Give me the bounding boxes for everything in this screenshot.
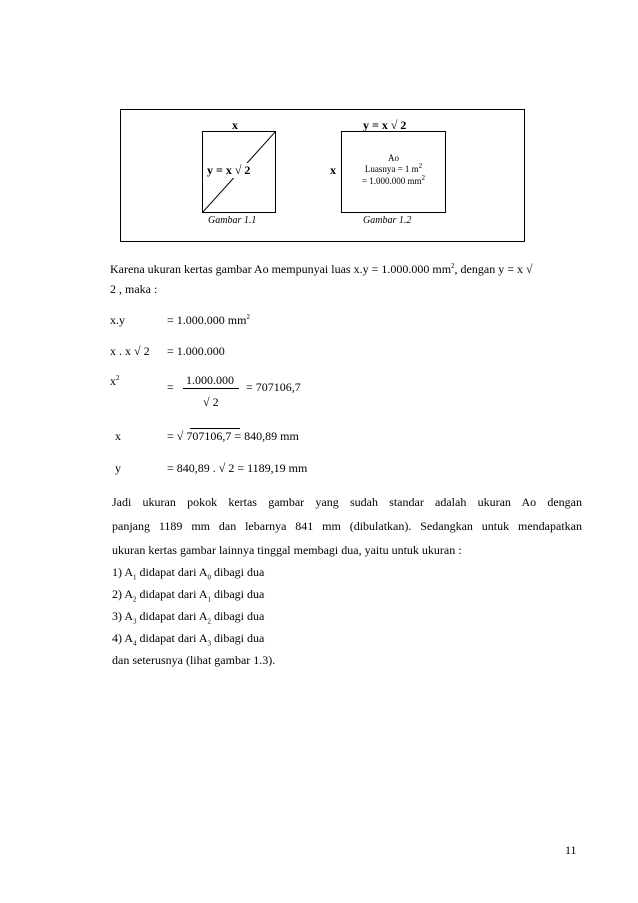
- fig1-caption: Gambar 1.1: [208, 215, 257, 226]
- paragraph-line-1: Jadi ukuran pokok kertas gambar yang sudah standar adalah ukuran Ao dengan: [112, 495, 582, 509]
- fig2-side-label: x: [330, 163, 336, 177]
- list-item: 4) $A_4$ didapat dari $A_3$ dibagi dua: [112, 631, 265, 648]
- eq5-lhs: y: [115, 461, 121, 475]
- figure-frame: [120, 109, 525, 242]
- intro-line-1: Karena ukuran kertas gambar Ao mempunyai luas x.y = 1.000.000 $mm^2$, dengan y = x √: [110, 262, 533, 276]
- closing-line: dan seterusnya (lihat gambar 1.3).: [112, 653, 276, 667]
- eq2-lhs: x . x √ 2: [110, 344, 150, 358]
- eq4-lhs: x: [115, 429, 121, 443]
- eq3-lhs: $x^2$: [110, 374, 120, 388]
- fig2-value: = 1.000.000 $mm^2$: [361, 174, 426, 186]
- list-item: 3) $A_3$ didapat dari $A_2$ dibagi dua: [112, 609, 265, 626]
- list-item: 2) $A_2$ didapat dari $A_1$ dibagi dua: [112, 587, 265, 604]
- eq5-rhs: = 840,89 . √ 2 = 1189,19 mm: [167, 461, 308, 475]
- fig2-caption: Gambar 1.2: [363, 215, 412, 226]
- list-item: 1) $A_1$ didapat dari $A_0$ dibagi dua: [112, 565, 265, 582]
- fig2-area: Luasnya = 1 $m^2$: [364, 162, 423, 174]
- eq4-rhs: = √ 707106,7 = 840,89 mm: [167, 429, 299, 443]
- paragraph-line-2: panjang 1189 mm dan lebarnya 841 mm (dibulatkan). Sedangkan untuk mendapatkan: [112, 519, 582, 533]
- intro-line-2: 2 , maka :: [110, 282, 158, 296]
- eq2-rhs: = 1.000.000: [167, 344, 225, 358]
- eq3-fraction-bar: [183, 388, 239, 389]
- paragraph-line-3: ukuran kertas gambar lainnya tinggal membagi dua, yaitu untuk ukuran :: [112, 543, 462, 557]
- eq3-equals: =: [167, 380, 174, 394]
- fig2-top-label: y = x √ 2: [363, 118, 407, 132]
- eq3-rhs: = 707106,7: [246, 380, 301, 394]
- eq3-denominator: √ 2: [203, 395, 219, 409]
- page-number: 11: [565, 843, 577, 857]
- fig1-top-label: x: [232, 118, 238, 132]
- eq4-radical-bar: [190, 428, 240, 429]
- eq1-lhs: x.y: [110, 313, 125, 327]
- fig1-side-label: y = x √ 2: [207, 163, 251, 177]
- eq3-numerator: 1.000.000: [186, 373, 234, 387]
- eq1-rhs: = 1.000.000 $mm^2$: [167, 313, 250, 327]
- fig2-name: Ao: [388, 153, 399, 163]
